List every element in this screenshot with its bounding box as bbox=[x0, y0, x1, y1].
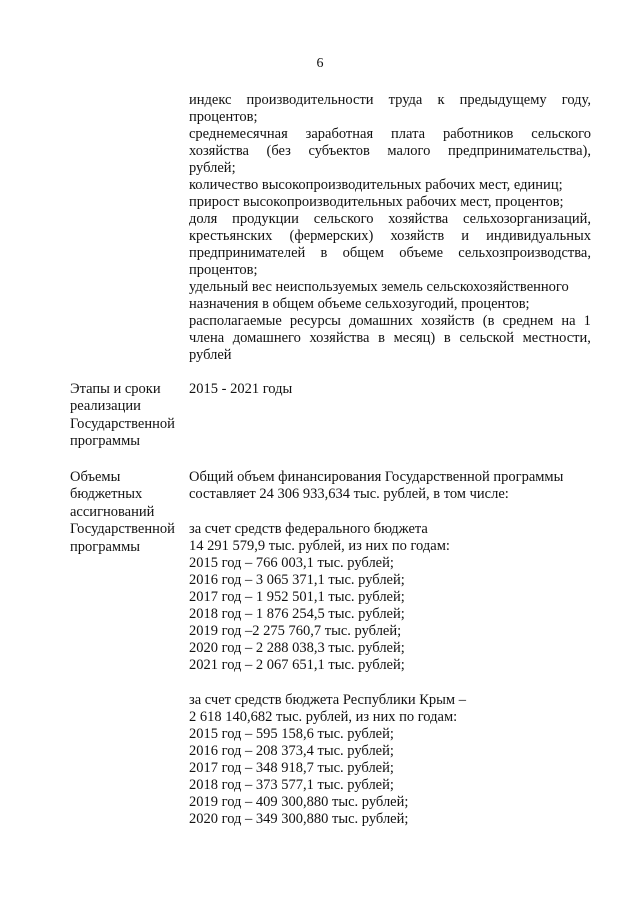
federal-year-line: 2016 год – 3 065 371,1 тыс. рублей; bbox=[189, 572, 405, 588]
word: предыдущему bbox=[459, 92, 547, 108]
word: в bbox=[378, 330, 385, 346]
word: предпринимательства), bbox=[447, 143, 591, 159]
indicator-line bbox=[189, 330, 591, 347]
indicator-line: удельный вес неиспользуемых земель сельскохозяйственного bbox=[189, 279, 569, 295]
federal-year-line: 2020 год – 2 288 038,3 тыс. рублей; bbox=[189, 640, 405, 656]
word: члена bbox=[189, 330, 225, 346]
word: хозяйства bbox=[189, 143, 249, 159]
crimea-year-line: 2018 год – 373 577,1 тыс. рублей; bbox=[189, 777, 394, 793]
word: в bbox=[320, 245, 328, 261]
stages-value: 2015 - 2021 годы bbox=[189, 381, 293, 397]
word: сельской bbox=[459, 330, 514, 346]
indicator-line: назначения в общем объеме сельхозугодий, процентов; bbox=[189, 296, 530, 312]
stages-label: Этапы и сроки реализации Государственной программы bbox=[70, 381, 175, 450]
word: домашних bbox=[349, 313, 413, 329]
crimea-summary: 2 618 140,682 тыс. рублей, из них по годам: bbox=[189, 709, 458, 725]
page-number: 6 bbox=[316, 56, 324, 71]
funding-total-line: составляет 24 306 933,634 тыс. рублей, в том числе: bbox=[189, 486, 509, 502]
word: среднем bbox=[502, 313, 554, 329]
word: (без bbox=[266, 143, 291, 159]
indicator-line: рублей; bbox=[189, 160, 236, 176]
word: крестьянских bbox=[189, 228, 273, 244]
word: продукции bbox=[232, 211, 299, 227]
federal-year-line: 2017 год – 1 952 501,1 тыс. рублей; bbox=[189, 589, 405, 605]
funding-label: Объемы бюджетных ассигнований Государственной программы bbox=[70, 469, 175, 555]
word: месяц) bbox=[393, 330, 436, 346]
indicator-line bbox=[189, 143, 591, 160]
federal-heading: за счет средств федерального бюджета bbox=[189, 521, 428, 537]
word: доля bbox=[189, 211, 218, 227]
word: к bbox=[437, 92, 445, 108]
word: сельского bbox=[313, 211, 374, 227]
word: сельского bbox=[531, 126, 591, 142]
word: субъектов bbox=[308, 143, 370, 159]
federal-summary: 14 291 579,9 тыс. рублей, из них по годам: bbox=[189, 538, 450, 554]
funding-total-line: Общий объем финансирования Государственной программы bbox=[189, 469, 564, 485]
crimea-year-line: 2017 год – 348 918,7 тыс. рублей; bbox=[189, 760, 394, 776]
word: предпринимателей bbox=[189, 245, 306, 261]
indicator-line: количество высокопроизводительных рабочих мест, единиц; bbox=[189, 177, 563, 193]
federal-year-line: 2019 год –2 275 760,7 тыс. рублей; bbox=[189, 623, 402, 639]
word: хозяйства bbox=[388, 211, 449, 227]
word: объеме bbox=[399, 245, 443, 261]
word: заработная bbox=[305, 126, 374, 142]
federal-year-line: 2021 год – 2 067 651,1 тыс. рублей; bbox=[189, 657, 405, 673]
word: сельхозорганизаций, bbox=[463, 211, 591, 227]
word: хозяйства bbox=[309, 330, 370, 346]
word: на bbox=[561, 313, 576, 329]
federal-year-line: 2018 год – 1 876 254,5 тыс. рублей; bbox=[189, 606, 405, 622]
crimea-year-line: 2016 год – 208 373,4 тыс. рублей; bbox=[189, 743, 394, 759]
word: плата bbox=[391, 126, 426, 142]
word: располагаемые bbox=[189, 313, 282, 329]
word: (в bbox=[482, 313, 495, 329]
indicator-line bbox=[189, 211, 591, 228]
word: индекс bbox=[189, 92, 232, 108]
word: среднемесячная bbox=[189, 126, 288, 142]
indicator-line bbox=[189, 228, 591, 245]
word: хозяйств bbox=[420, 313, 475, 329]
word: труда bbox=[388, 92, 423, 108]
word: и bbox=[461, 228, 470, 244]
word: производительности bbox=[246, 92, 374, 108]
word: домашнего bbox=[232, 330, 301, 346]
word: ресурсы bbox=[289, 313, 341, 329]
crimea-heading: за счет средств бюджета Республики Крым – bbox=[189, 692, 466, 708]
indicator-line: рублей bbox=[189, 347, 232, 363]
indicator-line bbox=[189, 126, 591, 143]
indicator-line: процентов; bbox=[189, 109, 258, 125]
word: году, bbox=[561, 92, 591, 108]
crimea-year-line: 2015 год – 595 158,6 тыс. рублей; bbox=[189, 726, 394, 742]
word: сельхозпроизводства, bbox=[458, 245, 591, 261]
word: хозяйств bbox=[390, 228, 445, 244]
word: работников bbox=[442, 126, 514, 142]
indicator-line bbox=[189, 245, 591, 262]
word: индивидуальных bbox=[486, 228, 591, 244]
indicator-line: прирост высокопроизводительных рабочих мест, процентов; bbox=[189, 194, 564, 210]
crimea-year-line: 2019 год – 409 300,880 тыс. рублей; bbox=[189, 794, 409, 810]
word: в bbox=[443, 330, 451, 346]
word: общем bbox=[342, 245, 384, 261]
word: (фермерских) bbox=[289, 228, 374, 244]
word: малого bbox=[387, 143, 431, 159]
indicator-line bbox=[189, 313, 591, 330]
federal-year-line: 2015 год – 766 003,1 тыс. рублей; bbox=[189, 555, 394, 571]
indicator-line: процентов; bbox=[189, 262, 258, 278]
indicator-line bbox=[189, 92, 591, 109]
word: местности, bbox=[522, 330, 591, 346]
crimea-year-line: 2020 год – 349 300,880 тыс. рублей; bbox=[189, 811, 409, 827]
word: 1 bbox=[583, 313, 591, 329]
